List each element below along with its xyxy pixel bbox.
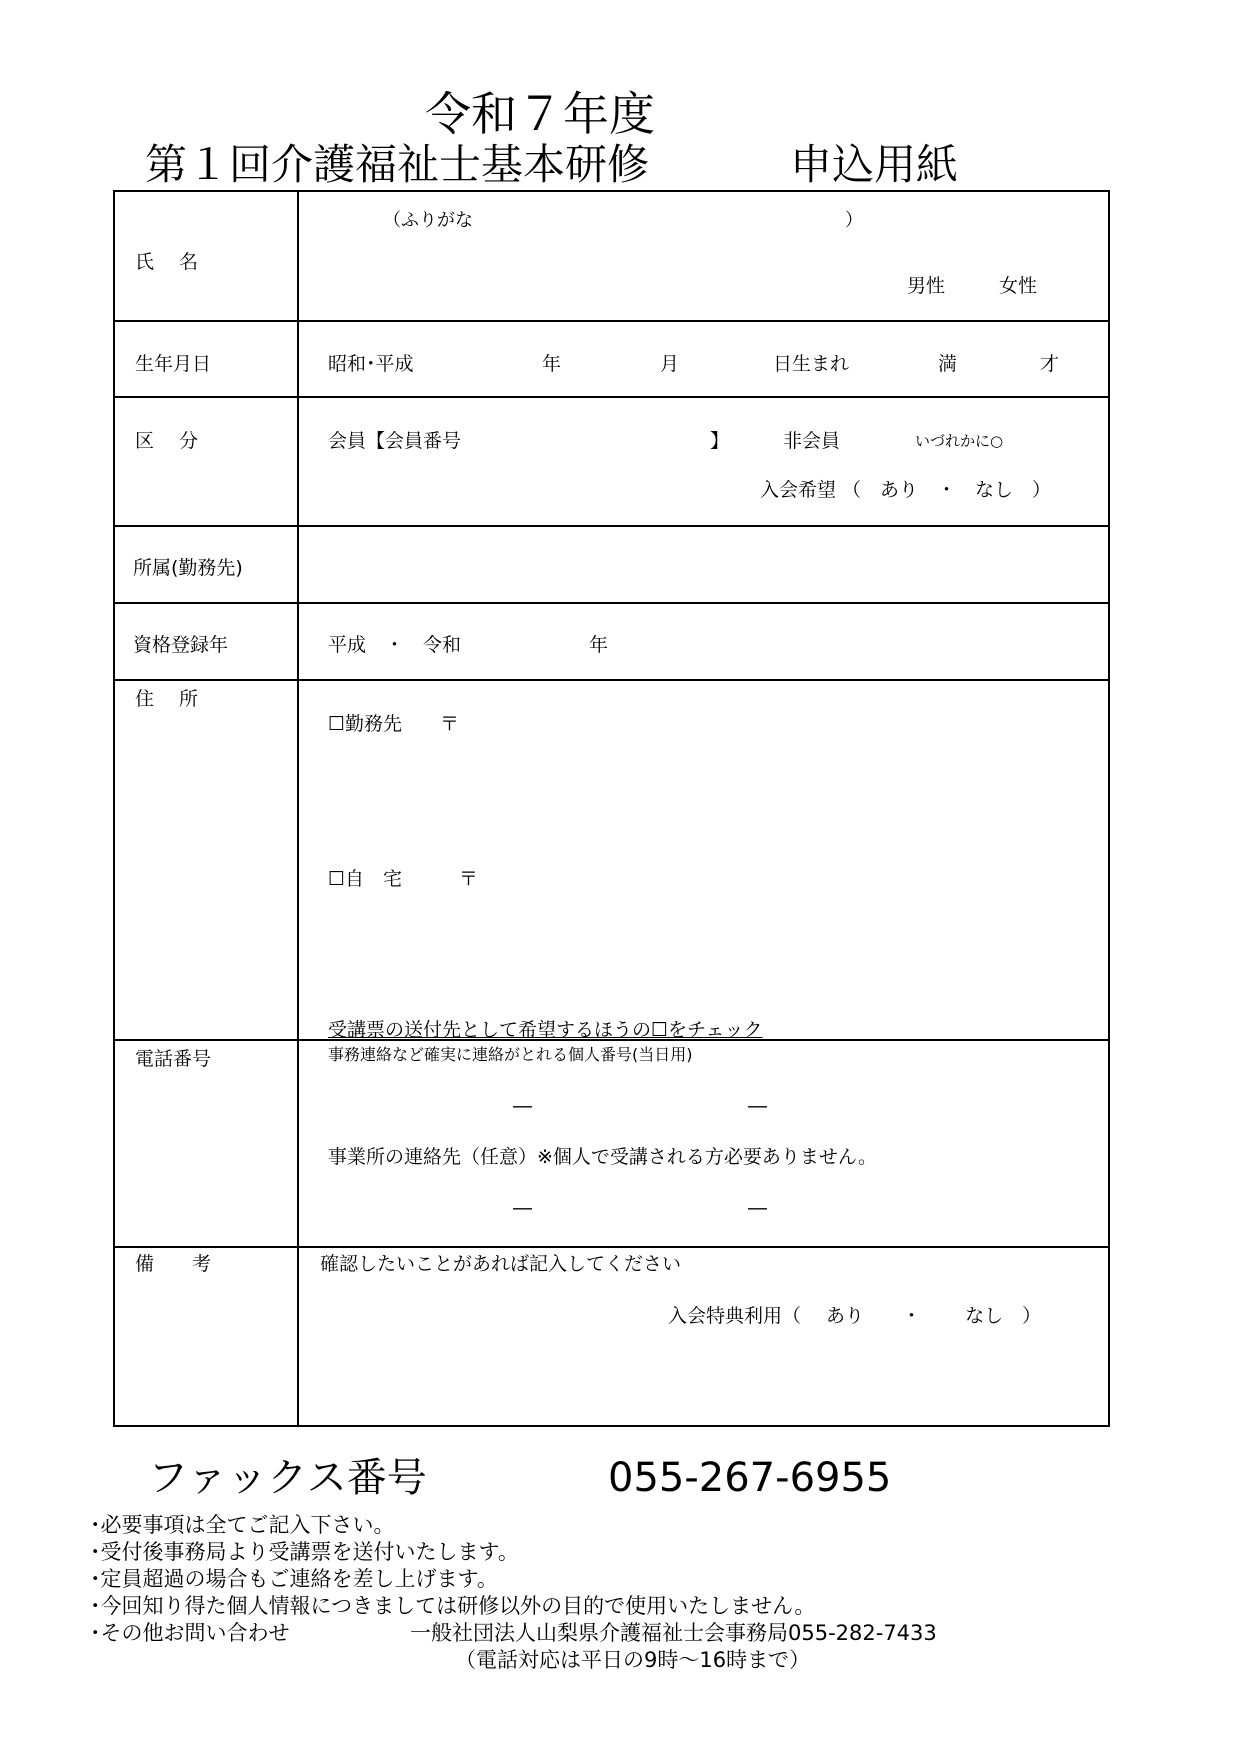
circle-one-note: いづれかに○ [915, 432, 1004, 450]
personal-phone-note: 事務連絡など確実に連絡がとれる個人番号(当日用) [328, 1045, 693, 1064]
address-check-note: 受講票の送付先として希望するほうの☐をチェック [328, 1019, 763, 1041]
address-work-checkbox[interactable]: ☐勤務先 〒 [328, 713, 460, 735]
fax-number: 055-267-6955 [608, 1455, 892, 1501]
contact-hours: （電話対応は平日の9時～16時まで） [455, 1648, 811, 1672]
phone-dash: ― [513, 1095, 532, 1117]
birthdate-label: 生年月日 [135, 353, 212, 375]
age-prefix: 満 [938, 353, 958, 375]
address-home-checkbox[interactable]: ☐自 宅 〒 [328, 868, 479, 890]
note-item: ･受付後事務局より受講票を送付いたします。 [90, 1540, 519, 1564]
phone-label: 電話番号 [135, 1048, 212, 1070]
note-item: ･必要事項は全てご記入下さい。 [90, 1513, 395, 1537]
row-divider [115, 602, 1108, 604]
name-label: 氏 名 [135, 251, 199, 273]
row-divider [115, 679, 1108, 681]
phone-dash: ― [748, 1095, 767, 1117]
page-title-course: 第１回介護福祉士基本研修 [145, 140, 650, 189]
application-form [113, 190, 1110, 1427]
row-divider [115, 396, 1108, 398]
gender-female-option[interactable]: 女性 [999, 275, 1038, 297]
join-request-options[interactable]: 入会希望 （ あり ・ なし ） [760, 479, 1052, 501]
note-item: ･定員超過の場合もご連絡を差し上げます。 [90, 1567, 498, 1591]
qualification-era-options[interactable]: 平成 ・ 令和 [328, 634, 462, 656]
furigana-close: ） [845, 210, 863, 231]
member-number-close: 】 [710, 430, 730, 452]
phone-dash: ― [513, 1197, 532, 1219]
birth-month-unit: 月 [660, 353, 680, 375]
page-title-year: 令和７年度 [425, 87, 655, 141]
join-benefit-options[interactable]: 入会特典利用（ あり ・ なし ） [668, 1305, 1042, 1327]
qualification-year-label: 資格登録年 [133, 634, 229, 656]
remarks-note: 確認したいことがあれば記入してください [320, 1253, 682, 1275]
member-number-option[interactable]: 会員【会員番号 [328, 430, 462, 452]
birth-day-unit: 日生まれ [773, 353, 850, 375]
affiliation-label: 所属(勤務先) [133, 557, 243, 579]
label-column-divider [297, 192, 299, 1425]
furigana-label: （ふりがな [383, 210, 473, 231]
contact-office: 一般社団法人山梨県介護福祉士会事務局055-282-7433 [410, 1621, 937, 1645]
row-divider [115, 320, 1108, 322]
nonmember-option[interactable]: 非会員 [783, 430, 841, 452]
row-divider [115, 525, 1108, 527]
gender-male-option[interactable]: 男性 [907, 275, 946, 297]
address-label: 住 所 [135, 688, 199, 710]
phone-dash: ― [748, 1197, 767, 1219]
age-unit: 才 [1040, 353, 1060, 375]
birth-era-options[interactable]: 昭和･平成 [328, 353, 414, 375]
row-divider [115, 1246, 1108, 1248]
office-phone-note: 事業所の連絡先（任意）※個人で受講される方必要ありません。 [328, 1146, 878, 1168]
page-title-form: 申込用紙 [790, 140, 959, 189]
note-item: ･今回知り得た個人情報につきましては研修以外の目的で使用いたしません。 [90, 1594, 816, 1618]
fax-label: ファックス番号 [148, 1455, 427, 1501]
birth-year-unit: 年 [542, 353, 562, 375]
remarks-label: 備 考 [135, 1253, 212, 1275]
membership-label: 区 分 [135, 430, 199, 452]
qualification-year-unit: 年 [589, 634, 609, 656]
note-item: ･その他お問い合わせ [90, 1621, 290, 1645]
